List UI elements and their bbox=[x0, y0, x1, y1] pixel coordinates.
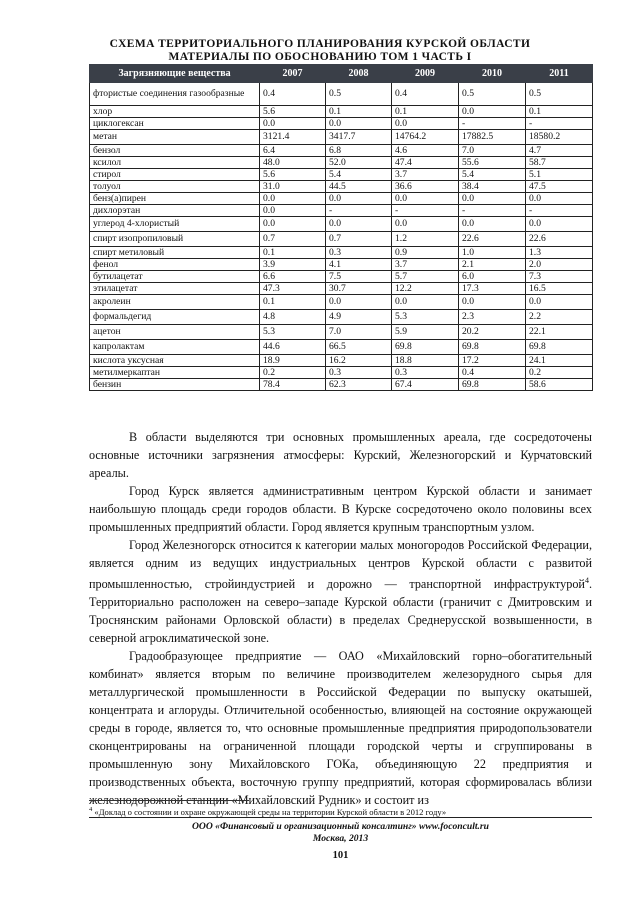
value-cell: 5.4 bbox=[326, 169, 392, 181]
value-cell: 16.5 bbox=[526, 283, 593, 295]
value-cell: 0.4 bbox=[260, 83, 326, 106]
value-cell: 0.0 bbox=[459, 193, 526, 205]
table-row bbox=[90, 247, 593, 259]
value-cell: 44.6 bbox=[260, 340, 326, 355]
value-cell: 66.5 bbox=[326, 340, 392, 355]
value-cell: 4.9 bbox=[326, 310, 392, 325]
table-row bbox=[90, 118, 593, 130]
value-cell: 17.3 bbox=[459, 283, 526, 295]
value-cell: 55.6 bbox=[459, 157, 526, 169]
pollutant-name-cell: стирол bbox=[90, 169, 260, 181]
document-header-title: СХЕМА ТЕРРИТОРИАЛЬНОГО ПЛАНИРОВАНИЯ КУРСКОЙ ОБЛАСТИ bbox=[109, 38, 531, 50]
footer-city-year: Москва, 2013 bbox=[312, 833, 369, 844]
value-cell: 0.0 bbox=[326, 193, 392, 205]
value-cell: 0.0 bbox=[392, 217, 459, 232]
value-cell: 0.0 bbox=[459, 106, 526, 118]
value-cell: 5.3 bbox=[260, 325, 326, 340]
pollutants-table bbox=[89, 64, 593, 391]
value-cell: 20.2 bbox=[459, 325, 526, 340]
value-cell: 0.7 bbox=[326, 232, 392, 247]
table-body bbox=[90, 83, 593, 391]
value-cell: 67.4 bbox=[392, 379, 459, 391]
paragraph bbox=[89, 536, 592, 647]
value-cell: 0.0 bbox=[392, 295, 459, 310]
footnote-divider bbox=[89, 800, 249, 801]
value-cell: 5.7 bbox=[392, 271, 459, 283]
value-cell: 2.1 bbox=[459, 259, 526, 271]
value-cell: 5.6 bbox=[260, 169, 326, 181]
value-cell: 17882.5 bbox=[459, 130, 526, 145]
value-cell: 6.0 bbox=[459, 271, 526, 283]
value-cell: 69.8 bbox=[459, 379, 526, 391]
value-cell: 14764.2 bbox=[392, 130, 459, 145]
value-cell: 3417.7 bbox=[326, 130, 392, 145]
value-cell: 0.0 bbox=[459, 217, 526, 232]
value-cell: 0.1 bbox=[260, 247, 326, 259]
table-row bbox=[90, 106, 593, 118]
table-row bbox=[90, 283, 593, 295]
value-cell: 0.5 bbox=[459, 83, 526, 106]
pollutant-name-cell: ацетон bbox=[90, 325, 260, 340]
pollutant-name-cell: ксилол bbox=[90, 157, 260, 169]
footnote-mark: 4 bbox=[89, 806, 93, 813]
pollutant-name-cell: акролеин bbox=[90, 295, 260, 310]
value-cell: 1.3 bbox=[526, 247, 593, 259]
value-cell: 58.6 bbox=[526, 379, 593, 391]
value-cell: 0.0 bbox=[459, 295, 526, 310]
value-cell: 0.7 bbox=[260, 232, 326, 247]
table-row bbox=[90, 271, 593, 283]
value-cell: 0.3 bbox=[392, 367, 459, 379]
footer-divider bbox=[89, 817, 592, 818]
table-row bbox=[90, 205, 593, 217]
table-row bbox=[90, 157, 593, 169]
footnote bbox=[89, 804, 592, 818]
value-cell: 69.8 bbox=[526, 340, 593, 355]
pollutant-name-cell: спирт изопропиловый bbox=[90, 232, 260, 247]
value-cell: 0.0 bbox=[260, 217, 326, 232]
pollutant-name-cell: углерод 4-хлористый bbox=[90, 217, 260, 232]
value-cell: 0.0 bbox=[392, 193, 459, 205]
table-row bbox=[90, 217, 593, 232]
value-cell: 4.1 bbox=[326, 259, 392, 271]
value-cell: 18580.2 bbox=[526, 130, 593, 145]
value-cell: 52.0 bbox=[326, 157, 392, 169]
value-cell: 0.2 bbox=[526, 367, 593, 379]
value-cell: 18.8 bbox=[392, 355, 459, 367]
value-cell: 0.0 bbox=[526, 193, 593, 205]
table-row bbox=[90, 325, 593, 340]
column-header: 2007 bbox=[260, 65, 326, 83]
value-cell: 4.6 bbox=[392, 145, 459, 157]
value-cell: 16.2 bbox=[326, 355, 392, 367]
value-cell: 7.3 bbox=[526, 271, 593, 283]
value-cell: 4.8 bbox=[260, 310, 326, 325]
value-cell: 0.1 bbox=[392, 106, 459, 118]
value-cell: 47.4 bbox=[392, 157, 459, 169]
value-cell: 3.7 bbox=[392, 259, 459, 271]
table-row bbox=[90, 130, 593, 145]
value-cell: 5.9 bbox=[392, 325, 459, 340]
pollutant-name-cell: фтористые соединения газообразные bbox=[90, 83, 260, 106]
value-cell: 12.2 bbox=[392, 283, 459, 295]
value-cell: 69.8 bbox=[459, 340, 526, 355]
pollutant-name-cell: бенз(а)пирен bbox=[90, 193, 260, 205]
value-cell: 0.0 bbox=[326, 217, 392, 232]
value-cell: 38.4 bbox=[459, 181, 526, 193]
value-cell: 2.2 bbox=[526, 310, 593, 325]
table-row bbox=[90, 193, 593, 205]
value-cell: 31.0 bbox=[260, 181, 326, 193]
value-cell: - bbox=[326, 205, 392, 217]
page-number: 101 bbox=[332, 850, 349, 861]
pollutant-name-cell: спирт метиловый bbox=[90, 247, 260, 259]
value-cell: 0.0 bbox=[260, 205, 326, 217]
value-cell: 0.5 bbox=[526, 83, 593, 106]
value-cell: 24.1 bbox=[526, 355, 593, 367]
table-row bbox=[90, 83, 593, 106]
value-cell: 0.1 bbox=[526, 106, 593, 118]
pollutant-name-cell: бутилацетат bbox=[90, 271, 260, 283]
value-cell: 47.3 bbox=[260, 283, 326, 295]
value-cell: 3121.4 bbox=[260, 130, 326, 145]
paragraph-text: Город Железногорск относится к категории малых моногородов Российской Федерации, является одним из ведущих индустриальных центров Курской области с развитой промышленностью, стройиндустрией и дорожно — транспортной инфраструктурой bbox=[89, 538, 592, 592]
pollutant-name-cell: циклогексан bbox=[90, 118, 260, 130]
pollutant-name-cell: капролактам bbox=[90, 340, 260, 355]
pollutant-name-cell: дихлорэтан bbox=[90, 205, 260, 217]
value-cell: 78.4 bbox=[260, 379, 326, 391]
table-row bbox=[90, 367, 593, 379]
value-cell: 6.4 bbox=[260, 145, 326, 157]
value-cell: - bbox=[392, 205, 459, 217]
table-row bbox=[90, 232, 593, 247]
table-row bbox=[90, 145, 593, 157]
table-header-row bbox=[90, 65, 593, 83]
value-cell: 6.8 bbox=[326, 145, 392, 157]
column-header: 2008 bbox=[326, 65, 392, 83]
value-cell: 0.1 bbox=[326, 106, 392, 118]
value-cell: 0.3 bbox=[326, 247, 392, 259]
value-cell: 18.9 bbox=[260, 355, 326, 367]
pollutant-name-cell: метилмеркаптан bbox=[90, 367, 260, 379]
pollutant-name-cell: фенол bbox=[90, 259, 260, 271]
value-cell: 0.0 bbox=[526, 217, 593, 232]
value-cell: 0.0 bbox=[260, 193, 326, 205]
value-cell: 5.3 bbox=[392, 310, 459, 325]
value-cell: 2.3 bbox=[459, 310, 526, 325]
table-row bbox=[90, 295, 593, 310]
value-cell: 1.2 bbox=[392, 232, 459, 247]
value-cell: 0.9 bbox=[392, 247, 459, 259]
column-header: 2009 bbox=[392, 65, 459, 83]
table-row bbox=[90, 355, 593, 367]
body-text bbox=[89, 428, 592, 809]
value-cell: 3.7 bbox=[392, 169, 459, 181]
footnote-reference: 4 bbox=[584, 576, 589, 585]
value-cell: 22.6 bbox=[459, 232, 526, 247]
value-cell: 6.6 bbox=[260, 271, 326, 283]
value-cell: 0.0 bbox=[526, 295, 593, 310]
value-cell: 0.2 bbox=[260, 367, 326, 379]
value-cell: 1.0 bbox=[459, 247, 526, 259]
value-cell: 22.6 bbox=[526, 232, 593, 247]
value-cell: 0.0 bbox=[392, 118, 459, 130]
value-cell: 4.7 bbox=[526, 145, 593, 157]
value-cell: - bbox=[526, 118, 593, 130]
value-cell: 5.6 bbox=[260, 106, 326, 118]
value-cell: 47.5 bbox=[526, 181, 593, 193]
pollutant-name-cell: бензин bbox=[90, 379, 260, 391]
footer-company: ООО «Финансовый и организационный консалтинг» www.foconcult.ru bbox=[191, 821, 490, 832]
value-cell: 0.0 bbox=[326, 295, 392, 310]
column-header: 2011 bbox=[526, 65, 593, 83]
table-row bbox=[90, 259, 593, 271]
value-cell: 69.8 bbox=[392, 340, 459, 355]
column-header: Загрязняющие вещества bbox=[90, 65, 260, 83]
value-cell: 0.4 bbox=[459, 367, 526, 379]
paragraph-text: . Территориально расположен на северо–западе Курской области (граничит с Дмитровским и Троснянским районами Орловской области) в пределах Среднерусской возвышенности, в северной агроклиматической зоне. bbox=[89, 577, 592, 646]
value-cell: - bbox=[459, 205, 526, 217]
value-cell: - bbox=[459, 118, 526, 130]
value-cell: 5.1 bbox=[526, 169, 593, 181]
pollutant-name-cell: бензол bbox=[90, 145, 260, 157]
value-cell: 30.7 bbox=[326, 283, 392, 295]
paragraph: В области выделяются три основных промышленных ареала, где сосредоточены основные источники загрязнения атмосферы: Курский, Железногорский и Курчатовский ареалы. bbox=[89, 430, 592, 480]
table-row bbox=[90, 169, 593, 181]
value-cell: 44.5 bbox=[326, 181, 392, 193]
value-cell: 0.0 bbox=[260, 118, 326, 130]
document-header-subtitle: МАТЕРИАЛЫ ПО ОБОСНОВАНИЮ ТОМ 1 ЧАСТЬ I bbox=[168, 51, 472, 63]
table-row bbox=[90, 340, 593, 355]
value-cell: 58.7 bbox=[526, 157, 593, 169]
value-cell: 7.0 bbox=[459, 145, 526, 157]
value-cell: - bbox=[526, 205, 593, 217]
value-cell: 62.3 bbox=[326, 379, 392, 391]
value-cell: 0.0 bbox=[326, 118, 392, 130]
column-header: 2010 bbox=[459, 65, 526, 83]
pollutant-name-cell: метан bbox=[90, 130, 260, 145]
paragraph: Градообразующее предприятие — ОАО «Михайловский горно–обогатительный комбинат» является вторым по величине производителем железорудного сырья для металлургической промышленности в Российской Федерации по выпуску окатышей, концентрата и аглоруды. Отличительной особенностью, влияющей на состояние окружающей среды в городе, является то, что основные промышленные предприятия природопользователи сконцентрированы на ограниченной площади городской черты и сгруппированы в промышленную зону Михайловского ГОКа, объединяющую 22 предприятия и производственных объекта, восточную группу предприятий, которая сформировалась вблизи железнодорожной станции «Михайловский Рудник» и состоит из bbox=[89, 649, 592, 808]
pollutant-name-cell: этилацетат bbox=[90, 283, 260, 295]
table-row bbox=[90, 310, 593, 325]
table-row bbox=[90, 181, 593, 193]
value-cell: 22.1 bbox=[526, 325, 593, 340]
footnote-text: «Доклад о состоянии и охране окружающей среды на территории Курской области в 2012 году» bbox=[92, 806, 447, 817]
value-cell: 0.3 bbox=[326, 367, 392, 379]
value-cell: 36.6 bbox=[392, 181, 459, 193]
value-cell: 5.4 bbox=[459, 169, 526, 181]
value-cell: 2.0 bbox=[526, 259, 593, 271]
pollutant-name-cell: толуол bbox=[90, 181, 260, 193]
value-cell: 7.5 bbox=[326, 271, 392, 283]
value-cell: 48.0 bbox=[260, 157, 326, 169]
pollutant-name-cell: кислота уксусная bbox=[90, 355, 260, 367]
pollutant-name-cell: формальдегид bbox=[90, 310, 260, 325]
value-cell: 17.2 bbox=[459, 355, 526, 367]
value-cell: 0.5 bbox=[326, 83, 392, 106]
pollutant-name-cell: хлор bbox=[90, 106, 260, 118]
value-cell: 3.9 bbox=[260, 259, 326, 271]
value-cell: 7.0 bbox=[326, 325, 392, 340]
paragraph: Город Курск является административным центром Курской области и занимает наибольшую площадь среди городов области. В Курске сосредоточено около половины всех промышленных предприятий области. Город является крупным транспортным узлом. bbox=[89, 484, 592, 534]
value-cell: 0.1 bbox=[260, 295, 326, 310]
table-row bbox=[90, 379, 593, 391]
value-cell: 0.4 bbox=[392, 83, 459, 106]
